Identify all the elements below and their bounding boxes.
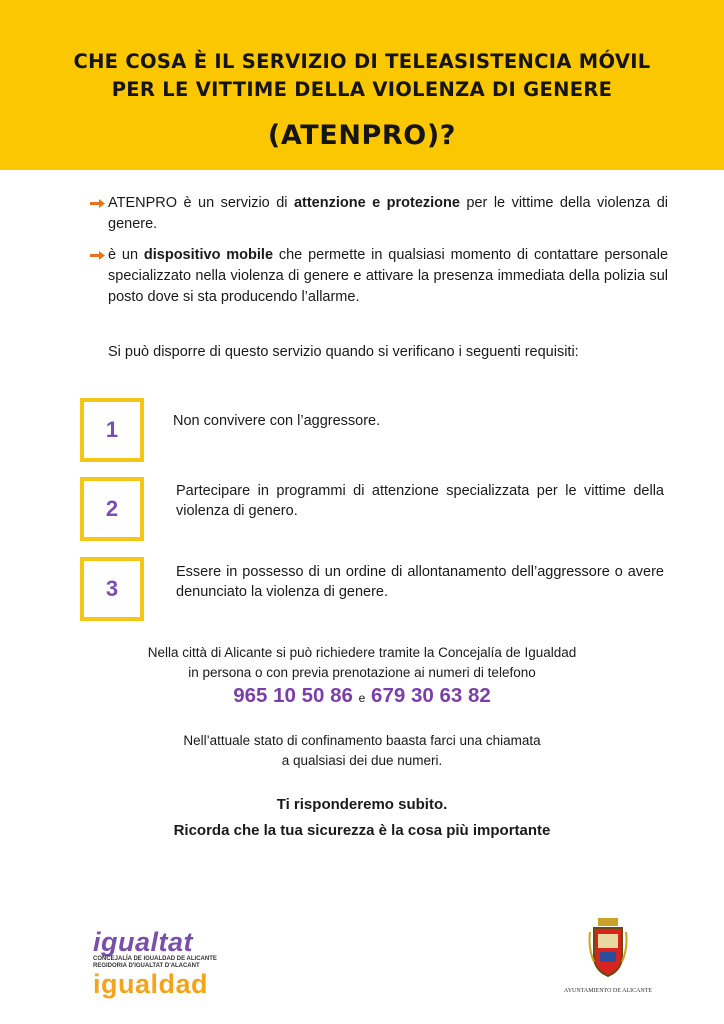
info-line: a qualsiasi dei due numeri.	[281, 753, 443, 768]
requirement-text: Essere in possesso di un ordine di allontanamento dell’aggressore o avere denunciato la violenza di genere.	[176, 564, 664, 600]
city-crest-icon	[588, 918, 628, 980]
bullet-text: è un dispositivo mobile che permette in qualsiasi momento di contattare personale specializzato nella violenza di genere e attivare la presenza immediata della polizia sul posto dove si sta producendo l’allarme.	[108, 247, 669, 305]
city-hall-logo	[553, 918, 663, 994]
contact-line: in persona o con previa prenotazione ai numeri di telefono	[188, 665, 536, 680]
contact-line: Nella città di Alicante si può richiedere tramite la Concejalía de Igualdad	[147, 645, 577, 660]
logo-subtitle: CONCEJALÍA DE IGUALDAD DE ALICANTE	[93, 956, 217, 962]
phone-number[interactable]: 679 30 63 82	[371, 684, 491, 707]
contact-info	[0, 643, 724, 683]
title-line-2: PER LE VITTIME DELLA VIOLENZA DI GENERE	[111, 78, 613, 101]
title-line-1: CHE COSA È IL SERVIZIO DI TELEASISTENCIA MÓVIL	[73, 50, 651, 73]
logo-subtitle: REGIDORIA D'IGUALTAT D'ALACANT	[93, 963, 200, 969]
conjunction: e	[358, 691, 366, 705]
bullet-device	[90, 245, 668, 308]
city-hall-caption: AYUNTAMIENTO DE ALICANTE	[563, 988, 653, 994]
requirement-number-box: 3	[80, 557, 144, 621]
header-banner	[0, 0, 724, 170]
info-line: Nell’attuale stato di confinamento baasta farci una chiamata	[183, 733, 541, 748]
requirement-text: Non convivere con l’aggressore.	[173, 413, 381, 429]
requirement-number-box: 1	[80, 398, 144, 462]
igualdad-logo	[93, 928, 223, 998]
arrow-right-icon	[90, 251, 105, 260]
title-line-3: (ATENPRO)?	[267, 120, 457, 151]
closing-line: Ti risponderemo subito.	[276, 796, 448, 813]
logo-word-igualtat: igualtat	[93, 927, 194, 957]
requirement-text: Partecipare in programmi di attenzione specializzata per le vittime della violenza di genero.	[176, 483, 664, 519]
requirements-intro: Si può disporre di questo servizio quando si verificano i seguenti requisiti:	[108, 344, 579, 360]
logo-word-igualdad: igualdad	[93, 969, 209, 999]
phone-numbers	[0, 684, 724, 708]
bullet-text: ATENPRO è un servizio di attenzione e protezione per le vittime della violenza di genere.	[108, 195, 668, 232]
requirement-number-box: 2	[80, 477, 144, 541]
lockdown-info	[0, 731, 724, 771]
bullet-atenpro	[90, 193, 668, 235]
phone-number[interactable]: 965 10 50 86	[233, 684, 353, 707]
closing-message	[0, 792, 724, 844]
arrow-right-icon	[90, 199, 105, 208]
closing-line: Ricorda che la tua sicurezza è la cosa più importante	[173, 822, 551, 839]
